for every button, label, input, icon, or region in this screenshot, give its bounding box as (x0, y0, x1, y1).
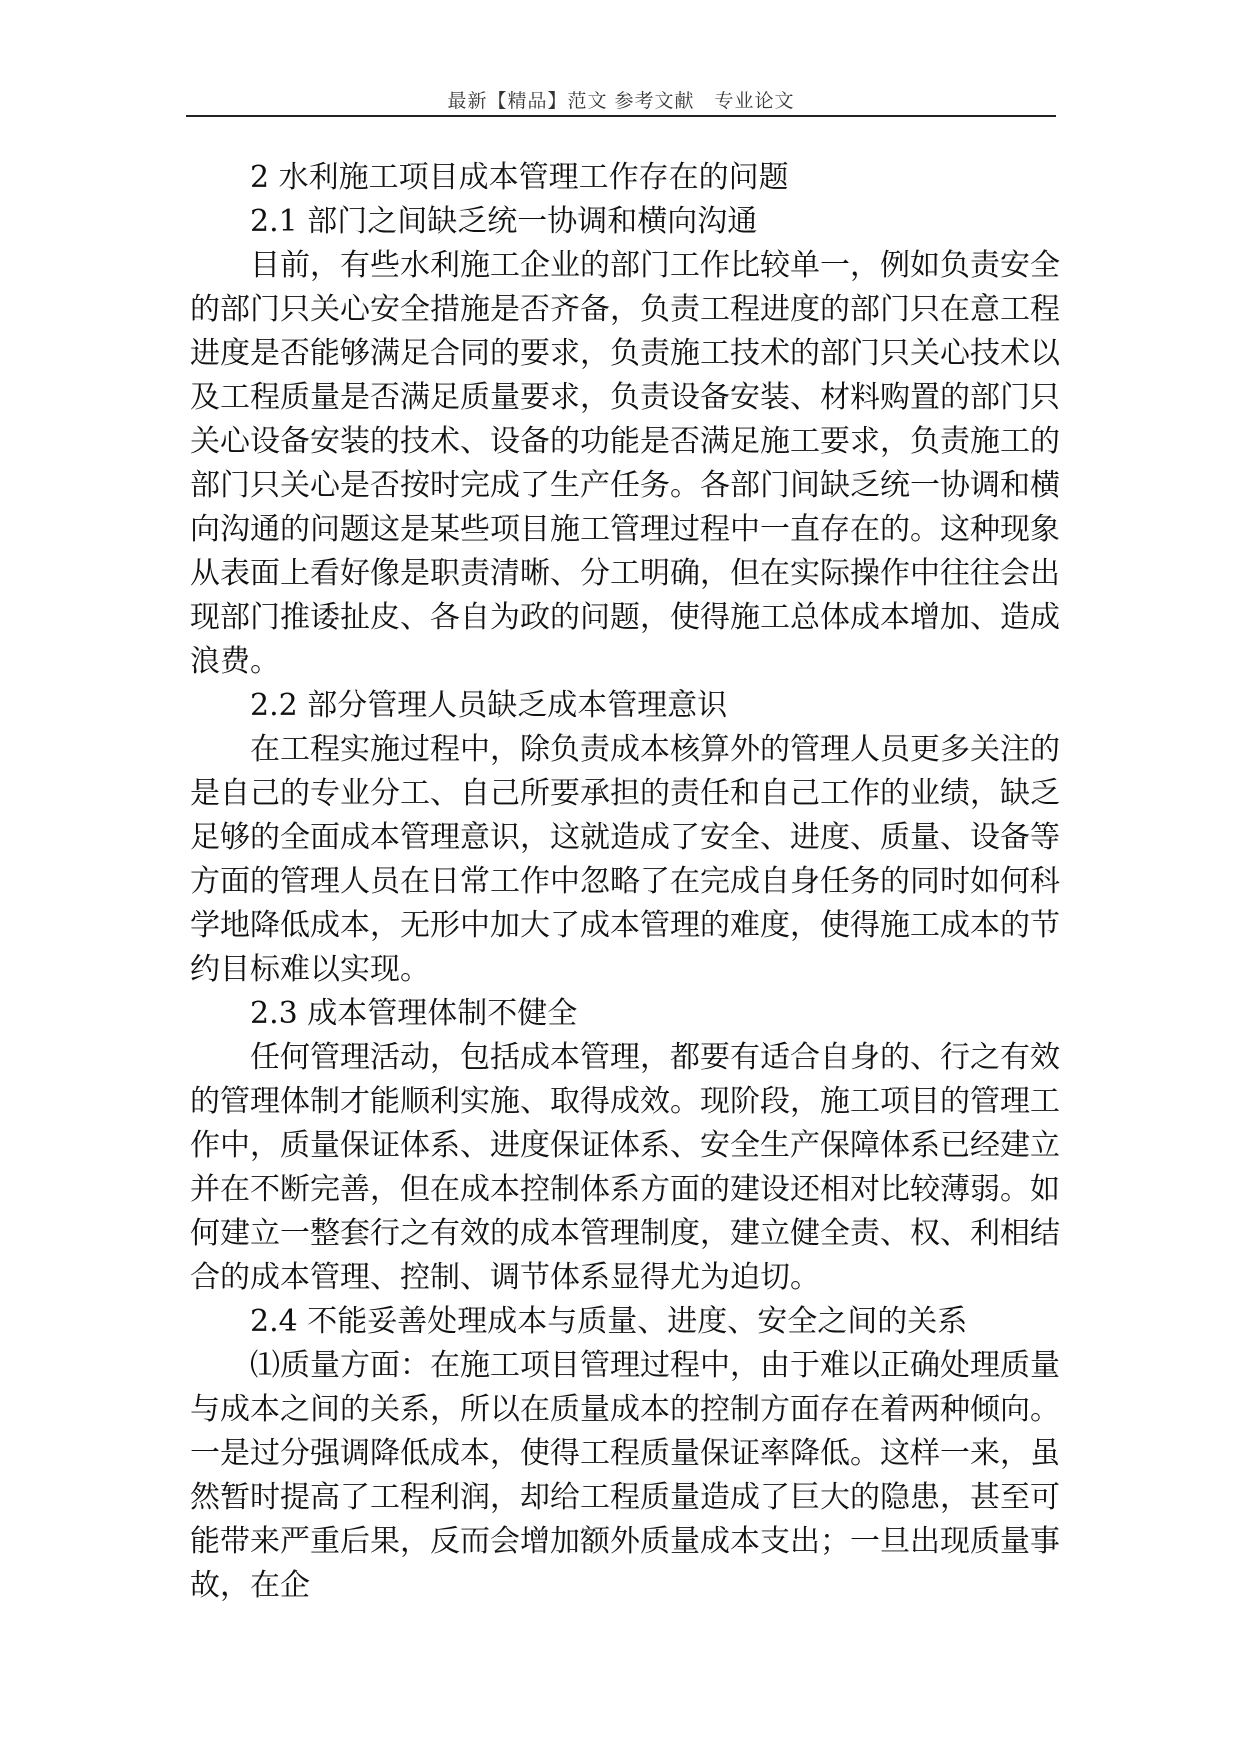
section-heading-2-1: 2.1 部门之间缺乏统一协调和横向沟通 (250, 204, 758, 239)
page-header: 最新【精品】范文 参考文献 专业论文 (447, 90, 795, 112)
section-heading-2-3: 2.3 成本管理体制不健全 (250, 996, 578, 1031)
section-heading-2-4: 2.4 不能妥善处理成本与质量、进度、安全之间的关系 (250, 1304, 968, 1339)
section-heading-2-2: 2.2 部分管理人员缺乏成本管理意识 (250, 688, 728, 723)
document-body (190, 156, 1060, 1608)
paragraph-2-2: 在工程实施过程中，除负责成本核算外的管理人员更多关注的是自己的专业分工、自己所要承担的责任和自己工作的业绩，缺乏足够的全面成本管理意识，这就造成了安全、进度、质量、设备等方面的管理人员在日常工作中忽略了在完成自身任务的同时如何科学地降低成本，无形中加大了成本管理的难度，使得施工成本的节约目标难以实现。 (190, 732, 1060, 987)
section-heading-2: 2 水利施工项目成本管理工作存在的问题 (250, 160, 789, 195)
header-divider (186, 115, 1056, 117)
paragraph-2-3: 任何管理活动，包括成本管理，都要有适合自身的、行之有效的管理体制才能顺利实施、取得成效。现阶段，施工项目的管理工作中，质量保证体系、进度保证体系、安全生产保障体系已经建立并在不断完善，但在成本控制体系方面的建设还相对比较薄弱。如何建立一整套行之有效的成本管理制度，建立健全责、权、利相结合的成本管理、控制、调节体系显得尤为迫切。 (190, 1040, 1060, 1295)
paragraph-2-1: 目前，有些水利施工企业的部门工作比较单一，例如负责安全的部门只关心安全措施是否齐备，负责工程进度的部门只在意工程进度是否能够满足合同的要求，负责施工技术的部门只关心技术以及工程质量是否满足质量要求，负责设备安装、材料购置的部门只关心设备安装的技术、设备的功能是否满足施工要求，负责施工的部门只关心是否按时完成了生产任务。各部门间缺乏统一协调和横向沟通的问题这是某些项目施工管理过程中一直存在的。这种现象从表面上看好像是职责清晰、分工明确，但在实际操作中往往会出现部门推诿扯皮、各自为政的问题，使得施工总体成本增加、造成浪费。 (190, 248, 1060, 679)
paragraph-2-4: ⑴质量方面：在施工项目管理过程中，由于难以正确处理质量与成本之间的关系，所以在质量成本的控制方面存在着两种倾向。一是过分强调降低成本，使得工程质量保证率降低。这样一来，虽然暂时提高了工程利润，却给工程质量造成了巨大的隐患，甚至可能带来严重后果，反而会增加额外质量成本支出；一旦出现质量事故，在企 (190, 1348, 1060, 1603)
